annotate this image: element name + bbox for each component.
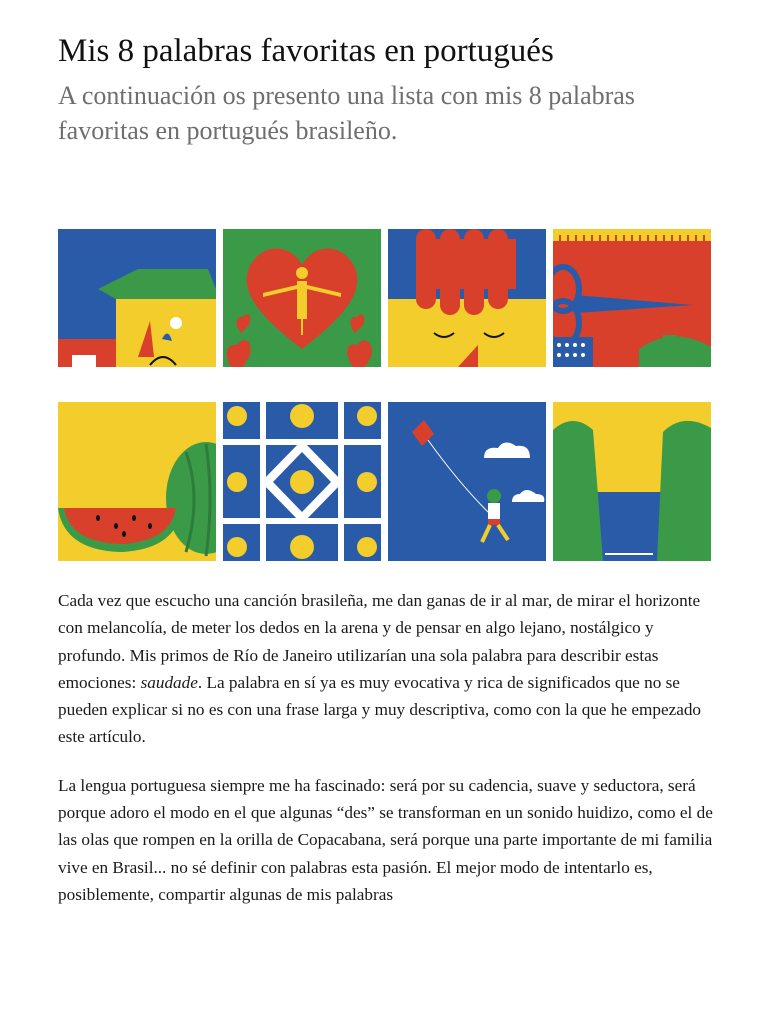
article-subtitle: A continuación os presento una lista con mis 8 palabras favoritas en portugués brasileño. [58,81,635,145]
paragraph-text: Cada vez que escucho una canción brasileña, me dan ganas de ir al mar, de mirar el horizonte con melancolía, de meter los dedos en la arena y de pensar en algo lejano, nostálgico y profundo. Mis primos de Río de Janeiro utilizarían una sola palabra para describir estas emociones: [58,591,701,692]
kite-runner-illustration [388,402,546,561]
article-header [58,30,718,148]
hand-on-face-illustration [388,229,546,367]
scissors-illustration [553,229,711,367]
azulejo-tile-illustration [223,402,381,561]
sad-face-illustration [58,229,216,367]
article-paragraph: La lengua portuguesa siempre me ha fascinado: será por su cadencia, suave y seductora, será porque adoro el modo en el que algunas “des” se transforman en un sonido huidizo, como el de las olas que rompen en la orilla de Copacabana, será porque una parte importante de mi familia vive en Brasil... no sé definir con palabras esta pasión. El mejor modo de intentarlo es, posiblemente, compartir algunas de mis palabras [58,775,713,904]
watermelon-illustration [58,402,216,561]
illustration-grid [58,229,711,561]
article-paragraph [58,587,718,751]
article-body [58,587,718,929]
emphasized-word: saudade [140,672,198,692]
article-title: Mis 8 palabras favoritas en portugués [58,33,554,69]
waterfall-illustration [553,402,711,561]
heart-figure-illustration [223,229,381,367]
paragraph-text: . La palabra en sí ya es muy evocativa y rica de significados que no se pueden explicar si no es con una frase larga y muy descriptiva, como con la que he empezado este artículo. [58,672,702,747]
